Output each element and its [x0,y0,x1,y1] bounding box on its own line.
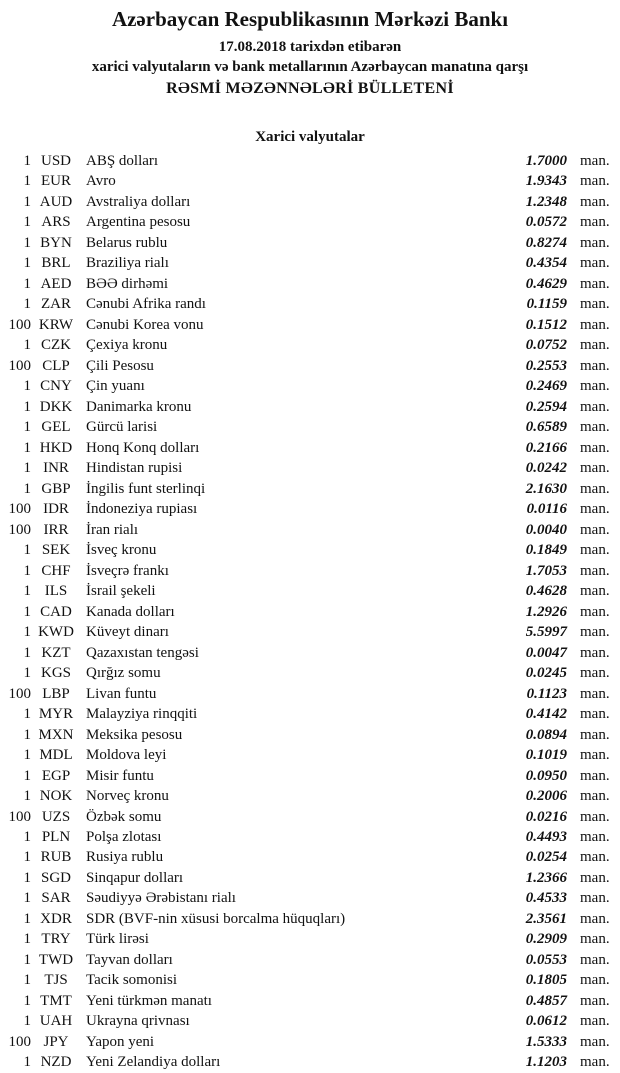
rate-value: 0.1159 [526,296,567,313]
currency-quantity: 1 [23,931,31,948]
unit-label: man. [580,234,610,251]
currency-code: NZD [40,1054,72,1071]
exchange-rates-table [0,151,620,1073]
rate-row [0,827,620,847]
currency-name: Yeni türkmən manatı [86,992,212,1009]
currency-code: BRL [41,255,71,272]
currency-quantity: 1 [23,542,31,559]
currency-code: ILS [44,583,68,600]
rate-value: 0.2553 [525,357,567,374]
currency-code: SGD [40,869,71,886]
currency-code: MXN [38,726,74,743]
currency-name: Yapon yeni [86,1033,155,1050]
unit-label: man. [580,153,610,169]
rate-value: 0.1512 [525,316,567,333]
rate-value: 0.2909 [525,931,567,948]
currency-code: KGS [40,665,71,682]
currency-code: RUB [40,849,72,866]
currency-name: Tacik somonisi [86,972,178,989]
rate-row [0,397,620,417]
effective-date-line: 17.08.2018 tarixdən etibarən [218,39,402,55]
currency-quantity: 1 [23,1054,31,1071]
currency-quantity: 1 [23,173,31,190]
currency-name: Avstraliya dolları [86,193,191,210]
currency-quantity: 1 [23,726,31,743]
currency-name: BƏƏ dirhəmi [86,275,169,292]
currency-quantity: 1 [23,624,31,641]
rate-row [0,766,620,786]
currency-name: Moldova leyi [86,747,167,764]
currency-name: Malayziya rinqqiti [86,706,198,723]
bulletin-subtitle: xarici valyutaların və bank metallarının Azərbaycan manatına qarşı [91,59,529,75]
currency-quantity: 100 [8,808,31,825]
currency-name: İndoneziya rupiası [86,501,198,518]
currency-quantity: 1 [23,849,31,866]
currency-name: İran rialı [86,521,139,538]
rate-value: 0.0572 [525,214,567,231]
currency-code: GEL [41,419,71,436]
unit-label: man. [580,1033,610,1050]
rate-value: 1.7000 [525,153,567,169]
rate-value: 0.1805 [525,972,567,989]
currency-code: AED [40,275,72,292]
unit-label: man. [580,173,610,190]
currency-code: CNY [40,378,72,395]
currency-quantity: 1 [23,337,31,354]
currency-code: CLP [42,357,70,374]
currency-quantity: 1 [23,706,31,723]
currency-name: Kanada dolları [86,603,175,620]
rate-row [0,171,620,191]
document-header [0,7,620,98]
currency-quantity: 1 [23,869,31,886]
currency-name: Livan funtu [86,685,157,702]
rate-value: 1.7053 [525,562,567,579]
rate-value: 0.4628 [525,583,567,600]
rate-row [0,274,620,294]
currency-name: Hindistan rupisi [86,460,183,477]
unit-label: man. [580,644,610,661]
currency-code: DKK [39,398,73,415]
rate-row [0,847,620,867]
rate-value: 0.2469 [525,378,567,395]
rate-row [0,602,620,622]
rate-value: 0.8274 [525,234,567,251]
currency-code: LBP [42,685,70,702]
rate-value: 0.2006 [525,788,567,805]
rate-value: 0.1849 [525,542,567,559]
currency-quantity: 1 [23,1013,31,1030]
unit-label: man. [580,665,610,682]
rate-row [0,970,620,990]
rate-value: 0.4533 [525,890,567,907]
currency-code: UAH [39,1013,73,1030]
currency-quantity: 1 [23,193,31,210]
currency-quantity: 1 [23,562,31,579]
rate-row [0,745,620,765]
currency-quantity: 1 [23,439,31,456]
rate-value: 0.0216 [525,808,567,825]
rate-row [0,540,620,560]
currency-quantity: 1 [23,644,31,661]
unit-label: man. [580,562,610,579]
rate-row [0,684,620,704]
currency-code: INR [43,460,69,477]
unit-label: man. [580,951,610,968]
unit-label: man. [580,869,610,886]
currency-code: TRY [41,931,71,948]
rate-row [0,704,620,724]
unit-label: man. [580,788,610,805]
currency-code: IRR [43,521,69,538]
unit-label: man. [580,419,610,436]
unit-label: man. [580,398,610,415]
currency-name: Meksika pesosu [86,726,183,743]
currency-quantity: 100 [8,1033,31,1050]
currency-code: PLN [41,828,71,845]
currency-quantity: 1 [23,296,31,313]
currency-name: Yeni Zelandiya dolları [86,1054,221,1071]
rate-row [0,581,620,601]
currency-quantity: 1 [23,234,31,251]
currency-quantity: 1 [23,951,31,968]
currency-code: SEK [41,542,71,559]
currency-code: MYR [38,706,74,723]
currency-name: Özbək somu [86,808,162,825]
currency-code: HKD [39,439,73,456]
rate-value: 0.4857 [525,992,567,1009]
rate-row [0,643,620,663]
currency-name: Qırğız somu [86,665,161,682]
rate-value: 0.6589 [525,419,567,436]
unit-label: man. [580,255,610,272]
rate-row [0,663,620,683]
rate-value: 2.3561 [525,910,567,927]
rate-value: 1.2926 [525,603,567,620]
unit-label: man. [580,296,610,313]
currency-code: USD [40,153,71,169]
rate-row [0,786,620,806]
rate-value: 0.0612 [525,1013,567,1030]
currency-quantity: 100 [8,521,31,538]
currency-name: Küveyt dinarı [86,624,169,641]
unit-label: man. [580,1054,610,1071]
rate-row [0,315,620,335]
rate-row [0,888,620,908]
currency-name: Rusiya rublu [86,849,164,866]
unit-label: man. [580,378,610,395]
currency-quantity: 1 [23,583,31,600]
rate-row [0,438,620,458]
rate-row [0,622,620,642]
currency-quantity: 1 [23,767,31,784]
currency-name: Çin yuanı [86,378,145,395]
rate-value: 0.4354 [525,255,567,272]
bank-name-title: Azərbaycan Respublikasının Mərkəzi Bankı [111,7,509,31]
unit-label: man. [580,706,610,723]
currency-name: İngilis funt sterlinqi [86,480,206,497]
unit-label: man. [580,337,610,354]
currency-code: XDR [40,910,72,927]
currency-quantity: 1 [23,378,31,395]
currency-quantity: 100 [8,357,31,374]
unit-label: man. [580,357,610,374]
unit-label: man. [580,542,610,559]
currency-quantity: 1 [23,603,31,620]
rate-row [0,561,620,581]
currency-code: CAD [40,603,72,620]
rate-value: 0.4493 [525,828,567,845]
rate-value: 5.5997 [525,624,567,641]
rate-row [0,499,620,519]
currency-name: Ukrayna qrivnası [86,1013,190,1030]
unit-label: man. [580,501,610,518]
currency-quantity: 1 [23,460,31,477]
currency-name: Norveç kronu [86,788,169,805]
currency-quantity: 100 [8,501,31,518]
rate-row [0,356,620,376]
section-title-foreign-currencies: Xarici valyutalar [255,129,365,145]
rate-value: 0.0245 [525,665,567,682]
unit-label: man. [580,685,610,702]
currency-name: Cənubi Korea vonu [86,316,204,333]
rate-value: 0.4629 [525,275,567,292]
unit-label: man. [580,460,610,477]
unit-label: man. [580,480,610,497]
rate-value: 1.2366 [525,869,567,886]
currency-code: CZK [41,337,71,354]
unit-label: man. [580,1013,610,1030]
currency-code: ARS [41,214,71,231]
rate-row [0,520,620,540]
rate-row [0,1032,620,1052]
rate-value: 0.1123 [526,685,567,702]
rate-row [0,479,620,499]
currency-code: UZS [41,808,71,825]
currency-name: Braziliya rialı [86,255,169,272]
currency-quantity: 1 [23,153,31,169]
rate-row [0,417,620,437]
currency-code: KWD [38,624,74,641]
rate-value: 0.0242 [525,460,567,477]
currency-name: Tayvan dolları [86,951,173,968]
rate-value: 2.1630 [525,480,567,497]
currency-name: Çili Pesosu [86,357,154,374]
rate-row [0,991,620,1011]
currency-quantity: 1 [23,214,31,231]
currency-quantity: 1 [23,419,31,436]
rate-value: 0.0553 [525,951,567,968]
rate-value: 1.5333 [525,1033,567,1050]
currency-name: Argentina pesosu [86,214,191,231]
unit-label: man. [580,972,610,989]
unit-label: man. [580,808,610,825]
unit-label: man. [580,521,610,538]
currency-code: EGP [41,767,71,784]
currency-quantity: 1 [23,992,31,1009]
currency-name: Gürcü larisi [86,419,158,436]
currency-code: GBP [41,480,71,497]
rate-row [0,212,620,232]
currency-name: Honq Konq dolları [86,439,200,456]
currency-name: Avro [86,173,116,190]
rate-value: 0.0894 [525,726,567,743]
unit-label: man. [580,603,610,620]
currency-name: Çexiya kronu [86,337,168,354]
currency-code: SAR [41,890,71,907]
currency-code: TWD [38,951,74,968]
rate-row [0,151,620,171]
rate-row [0,807,620,827]
rate-value: 0.0040 [525,521,567,538]
currency-name: Danimarka kronu [86,398,192,415]
currency-quantity: 100 [8,316,31,333]
unit-label: man. [580,849,610,866]
rate-value: 0.0116 [526,501,567,518]
currency-name: İsrail şekeli [86,583,156,600]
rate-row [0,868,620,888]
rate-value: 0.2166 [525,439,567,456]
unit-label: man. [580,316,610,333]
currency-code: MDL [39,747,73,764]
currency-name: Cənubi Afrika randı [86,296,206,313]
unit-label: man. [580,747,610,764]
currency-code: KRW [38,316,74,333]
rate-row [0,376,620,396]
rate-value: 0.4142 [525,706,567,723]
unit-label: man. [580,624,610,641]
currency-quantity: 1 [23,480,31,497]
currency-name: Türk lirəsi [86,931,149,948]
currency-code: EUR [41,173,71,190]
rate-row [0,1011,620,1031]
currency-name: ABŞ dolları [86,153,159,169]
unit-label: man. [580,583,610,600]
rate-value: 0.0254 [525,849,567,866]
unit-label: man. [580,193,610,210]
rate-row [0,725,620,745]
unit-label: man. [580,767,610,784]
currency-code: AUD [39,193,73,210]
rate-value: 0.0047 [525,644,567,661]
currency-quantity: 1 [23,972,31,989]
currency-quantity: 1 [23,275,31,292]
rate-row [0,192,620,212]
currency-quantity: 1 [23,398,31,415]
currency-name: SDR (BVF-nin xüsusi borcalma hüquqları) [86,910,346,927]
currency-code: KZT [41,644,71,661]
currency-code: JPY [43,1033,69,1050]
rate-row [0,909,620,929]
rate-row [0,253,620,273]
rate-value: 1.1203 [525,1054,567,1071]
currency-name: Səudiyyə Ərəbistanı rialı [86,890,236,907]
currency-quantity: 100 [8,685,31,702]
currency-code: NOK [39,788,73,805]
unit-label: man. [580,890,610,907]
rate-value: 0.1019 [525,747,567,764]
currency-name: Misir funtu [86,767,154,784]
currency-quantity: 1 [23,788,31,805]
unit-label: man. [580,726,610,743]
currency-code: TJS [44,972,68,989]
currency-quantity: 1 [23,255,31,272]
currency-quantity: 1 [23,890,31,907]
unit-label: man. [580,992,610,1009]
unit-label: man. [580,931,610,948]
rate-value: 0.2594 [525,398,567,415]
unit-label: man. [580,828,610,845]
rate-value: 0.0950 [525,767,567,784]
rate-row [0,929,620,949]
rate-row [0,294,620,314]
rate-row [0,233,620,253]
currency-quantity: 1 [23,910,31,927]
rate-row [0,950,620,970]
currency-quantity: 1 [23,747,31,764]
currency-code: ZAR [41,296,71,313]
unit-label: man. [580,439,610,456]
unit-label: man. [580,275,610,292]
currency-name: İsveçrə frankı [86,562,169,579]
unit-label: man. [580,910,610,927]
currency-name: Qazaxıstan tengəsi [86,644,199,661]
currency-quantity: 1 [23,828,31,845]
rate-row [0,458,620,478]
currency-name: Belarus rublu [86,234,168,251]
rate-value: 0.0752 [525,337,567,354]
unit-label: man. [580,214,610,231]
rate-row [0,335,620,355]
rate-row [0,1052,620,1072]
currency-name: Sinqapur dolları [86,869,184,886]
currency-quantity: 1 [23,665,31,682]
bulletin-title: RƏSMİ MƏZƏNNƏLƏRİ BÜLLETENİ [166,80,454,97]
currency-name: Polşa zlotası [86,828,162,845]
currency-code: TMT [40,992,72,1009]
currency-name: İsveç kronu [86,542,157,559]
currency-code: CHF [41,562,71,579]
currency-code: IDR [43,501,69,518]
rate-value: 1.2348 [525,193,567,210]
rate-value: 1.9343 [525,173,567,190]
currency-code: BYN [40,234,72,251]
